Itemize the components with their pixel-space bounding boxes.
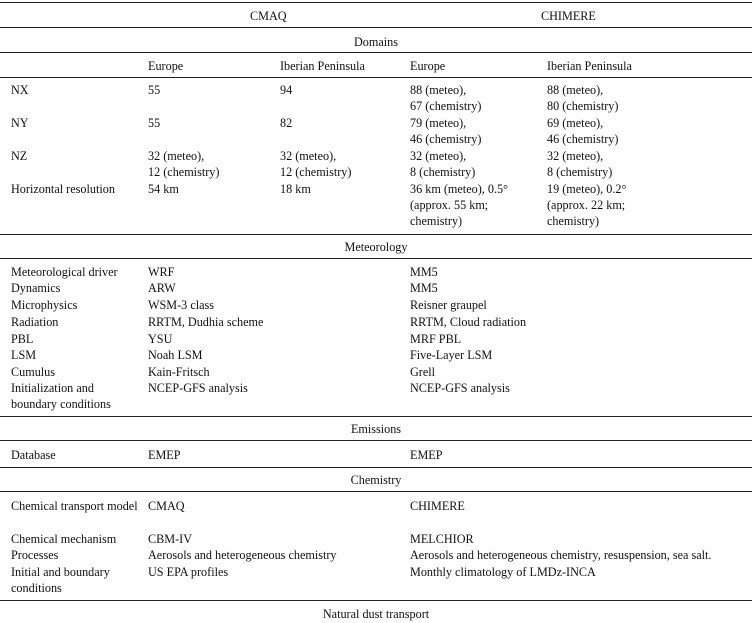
- cell-lsm-cmaq: Noah LSM: [148, 348, 203, 362]
- subheader-cmaq-europe: Europe: [148, 59, 184, 73]
- cell-nz-chimere-iberian-meteo: 32 (meteo),: [547, 149, 604, 163]
- cell-res-cmaq-iberian: 18 km: [280, 182, 311, 196]
- row-label-database: Database: [11, 448, 56, 462]
- cell-mechanism-cmaq: CBM-IV: [148, 532, 193, 546]
- cell-processes-cmaq: Aerosols and heterogeneous chemistry: [148, 548, 337, 562]
- row-label-horizontal-resolution: Horizontal resolution: [11, 182, 115, 196]
- cell-microphysics-cmaq: WSM-3 class: [148, 298, 215, 312]
- cell-ctm-chimere: CHIMERE: [410, 499, 465, 513]
- cell-lsm-chimere: Five-Layer LSM: [410, 348, 493, 362]
- cell-database-cmaq: EMEP: [148, 448, 181, 462]
- cell-res-chimere-iberian-line1: 19 (meteo), 0.2°: [547, 182, 627, 196]
- header-cmaq: CMAQ: [250, 9, 287, 23]
- row-label-lsm: LSM: [11, 348, 37, 362]
- cell-ny-cmaq-europe: 55: [148, 116, 161, 130]
- row-label-pbl: PBL: [11, 332, 34, 346]
- cell-nx-chimere-iberian-chem: 80 (chemistry): [547, 99, 619, 113]
- cell-nz-chimere-europe-chem: 8 (chemistry): [410, 165, 476, 179]
- subheader-chimere-iberian: Iberian Peninsula: [547, 59, 632, 73]
- cell-initialization-chimere: NCEP-GFS analysis: [410, 381, 510, 395]
- cell-nz-chimere-iberian-chem: 8 (chemistry): [547, 165, 613, 179]
- cell-dynamics-cmaq: ARW: [148, 281, 176, 295]
- row-label-cumulus: Cumulus: [11, 365, 56, 379]
- row-label-nx: NX: [11, 83, 29, 97]
- section-natural-dust: Natural dust transport: [322, 607, 430, 621]
- row-label-initial-boundary: Initial and boundary conditions: [11, 565, 110, 595]
- section-chemistry: Chemistry: [350, 473, 402, 487]
- domains-rule: [0, 52, 752, 53]
- cell-ny-chimere-europe-meteo: 79 (meteo),: [410, 116, 467, 130]
- cell-processes-chimere: Aerosols and heterogeneous chemistry, resuspension, sea salt.: [410, 548, 712, 562]
- header-chimere: CHIMERE: [541, 9, 596, 23]
- cell-res-chimere-iberian-line3: chemistry): [547, 214, 600, 228]
- row-label-ny: NY: [11, 116, 29, 130]
- cell-nz-chimere-europe-meteo: 32 (meteo),: [410, 149, 467, 163]
- row-label-initialization: Initialization and boundary conditions: [11, 381, 111, 411]
- cell-res-chimere-europe-line2: (approx. 55 km;: [410, 198, 489, 212]
- chemistry-rule: [0, 491, 752, 492]
- subheader-cmaq-iberian: Iberian Peninsula: [280, 59, 365, 73]
- row-label-mechanism: Chemical mechanism: [11, 532, 117, 546]
- cell-microphysics-chimere: Reisner graupel: [410, 298, 487, 312]
- cell-nx-cmaq-europe: 55: [148, 83, 161, 97]
- meteorology-top-rule: [0, 234, 752, 235]
- chemistry-top-rule: [0, 467, 752, 468]
- cell-ny-chimere-iberian-chem: 46 (chemistry): [547, 132, 619, 146]
- cell-ny-chimere-europe-chem: 46 (chemistry): [410, 132, 482, 146]
- row-label-microphysics: Microphysics: [11, 298, 78, 312]
- cell-ny-chimere-iberian-meteo: 69 (meteo),: [547, 116, 604, 130]
- section-meteorology: Meteorology: [344, 240, 408, 254]
- cell-nz-cmaq-iberian-meteo: 32 (meteo),: [280, 149, 337, 163]
- subheader-chimere-europe: Europe: [410, 59, 446, 73]
- cell-nx-chimere-europe-chem: 67 (chemistry): [410, 99, 482, 113]
- cell-nz-cmaq-iberian-chem: 12 (chemistry): [280, 165, 352, 179]
- cell-initial-boundary-chimere: Monthly climatology of LMDz-INCA: [410, 565, 596, 579]
- cell-ny-cmaq-iberian: 82: [280, 116, 293, 130]
- cell-initialization-cmaq: NCEP-GFS analysis: [148, 381, 248, 395]
- cell-res-chimere-europe-line1: 36 km (meteo), 0.5°: [410, 182, 508, 196]
- cell-res-chimere-iberian-line2: (approx. 22 km;: [547, 198, 626, 212]
- cell-nx-chimere-europe-meteo: 88 (meteo),: [410, 83, 467, 97]
- emissions-rule: [0, 440, 752, 441]
- dust-top-rule: [0, 600, 752, 601]
- cell-pbl-chimere: MRF PBL: [410, 332, 462, 346]
- cell-nz-cmaq-europe-chem: 12 (chemistry): [148, 165, 220, 179]
- cell-mechanism-chimere: MELCHIOR: [410, 532, 474, 546]
- cell-initial-boundary-cmaq: US EPA profiles: [148, 565, 229, 579]
- table-top-rule: [0, 2, 752, 3]
- cell-dynamics-chimere: MM5: [410, 281, 438, 295]
- meteorology-rule: [0, 258, 752, 259]
- cell-met-driver-cmaq: WRF: [148, 265, 175, 279]
- section-domains: Domains: [353, 35, 398, 49]
- cell-database-chimere: EMEP: [410, 448, 443, 462]
- cell-cumulus-chimere: Grell: [410, 365, 436, 379]
- cell-pbl-cmaq: YSU: [148, 332, 173, 346]
- cell-radiation-cmaq: RRTM, Dudhia scheme: [148, 315, 264, 329]
- cell-res-cmaq-europe: 54 km: [148, 182, 179, 196]
- emissions-top-rule: [0, 416, 752, 417]
- cell-nx-cmaq-iberian: 94: [280, 83, 293, 97]
- header-rule: [0, 27, 752, 28]
- row-label-dynamics: Dynamics: [11, 281, 61, 295]
- cell-met-driver-chimere: MM5: [410, 265, 438, 279]
- row-label-processes: Processes: [11, 548, 59, 562]
- cell-ctm-cmaq: CMAQ: [148, 499, 185, 513]
- cell-cumulus-cmaq: Kain-Fritsch: [148, 365, 210, 379]
- row-label-met-driver: Meteorological driver: [11, 265, 118, 279]
- cell-res-chimere-europe-line3: chemistry): [410, 214, 463, 228]
- row-label-radiation: Radiation: [11, 315, 59, 329]
- subheader-rule: [0, 77, 752, 78]
- row-label-nz: NZ: [11, 149, 28, 163]
- cell-nz-cmaq-europe-meteo: 32 (meteo),: [148, 149, 205, 163]
- cell-nx-chimere-iberian-meteo: 88 (meteo),: [547, 83, 604, 97]
- row-label-ctm: Chemical transport model: [11, 499, 138, 513]
- cell-radiation-chimere: RRTM, Cloud radiation: [410, 315, 527, 329]
- section-emissions: Emissions: [350, 422, 402, 436]
